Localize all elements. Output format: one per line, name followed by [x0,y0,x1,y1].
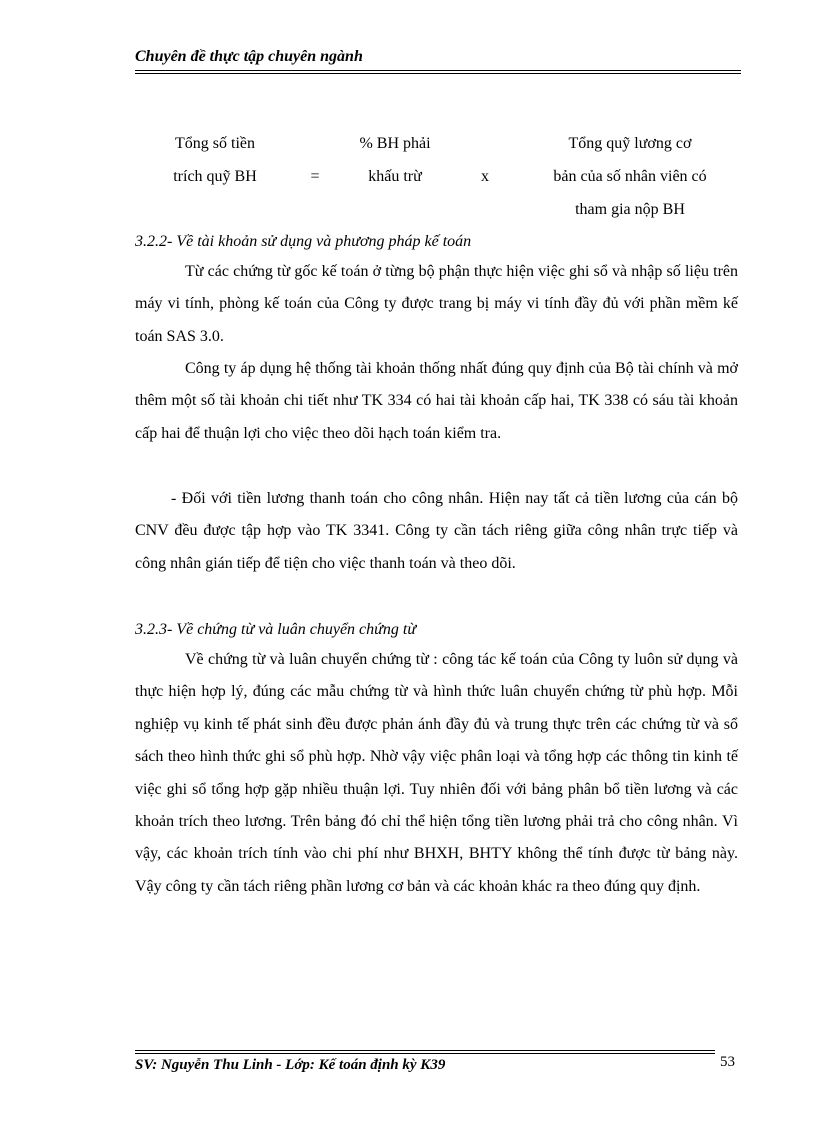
formula-equals: = [310,168,320,185]
formula-right-line2: bản của số nhân viên có [553,168,707,185]
section-heading-3-2-2: 3.2.2- Về tài khoản sử dụng và phương pháp kế toán [135,233,472,250]
paragraph-3-2-2-1: Từ các chứng từ gốc kế toán ở từng bộ phận thực hiện việc ghi sổ và nhập số liệu trên máy vi tính, phòng kế toán của Công ty được trang bị máy vi tính đầy đủ với phần mềm kế toán SAS 3.0. [135,263,738,345]
paragraph-3-2-2-3: - Đối với tiền lương thanh toán cho công nhân. Hiện nay tất cả tiền lương của cán bộ CNV đều được tập hợp vào TK 3341. Công ty cần tách riêng giữa công nhân trực tiếp và công nhân gián tiếp để tiện cho việc thanh toán và theo dõi. [135,490,738,572]
formula-mid-line1: % BH phải [359,135,431,152]
formula-times: x [481,168,489,185]
section-heading-3-2-3: 3.2.3- Về chứng từ và luân chuyển chứng từ [135,621,417,638]
formula-left-line1: Tổng số tiền [175,135,255,152]
formula-mid-line2: khấu trừ [368,168,422,185]
formula-left-line2: trích quỹ BH [173,168,257,185]
header-title: Chuyên đề thực tập chuyên ngành [135,48,363,65]
paragraph-3-2-3-1: Về chứng từ và luân chuyển chứng từ : công tác kế toán của Công ty luôn sử dụng và thực hiện hợp lý, đúng các mẫu chứng từ và hình thức luân chuyển chứng từ phù hợp. Mỗi nghiệp vụ kinh tế phát sinh đều được phản ánh đầy đủ và trung thực trên các chứng từ và sổ sách theo hình thức ghi sổ phù hợp. Nhờ vậy việc phân loại và tổng hợp các thông tin kinh tế việc ghi sổ tổng hợp gặp nhiều thuận lợi. Tuy nhiên đối với bảng phân bổ tiền lương và các khoản trích theo lương. Trên bảng đó chỉ thể hiện tổng tiền lương phải trả cho công nhân. Vì vậy, các khoản trích tính vào chi phí như BHXH, BHTY không thể tính được từ bảng này. Vậy công ty cần tách riêng phần lương cơ bản và các khoản khác ra theo đúng quy định. [135,651,738,895]
formula-right-line3: tham gia nộp BH [575,201,685,218]
page-number: 53 [720,1054,735,1070]
footer-rule [135,1050,715,1054]
formula-right-line1: Tổng quỹ lương cơ [568,135,692,152]
footer-author: SV: Nguyễn Thu Linh - Lớp: Kế toán định kỳ K39 [135,1057,446,1073]
paragraph-3-2-2-2: Công ty áp dụng hệ thống tài khoản thống nhất đúng quy định của Bộ tài chính và mở thêm một số tài khoản chi tiết như TK 334 có hai tài khoản cấp hai, TK 338 có sáu tài khoản cấp hai để thuận lợi cho việc theo dõi hạch toán kiểm tra. [135,360,738,442]
formula [0,0,816,230]
